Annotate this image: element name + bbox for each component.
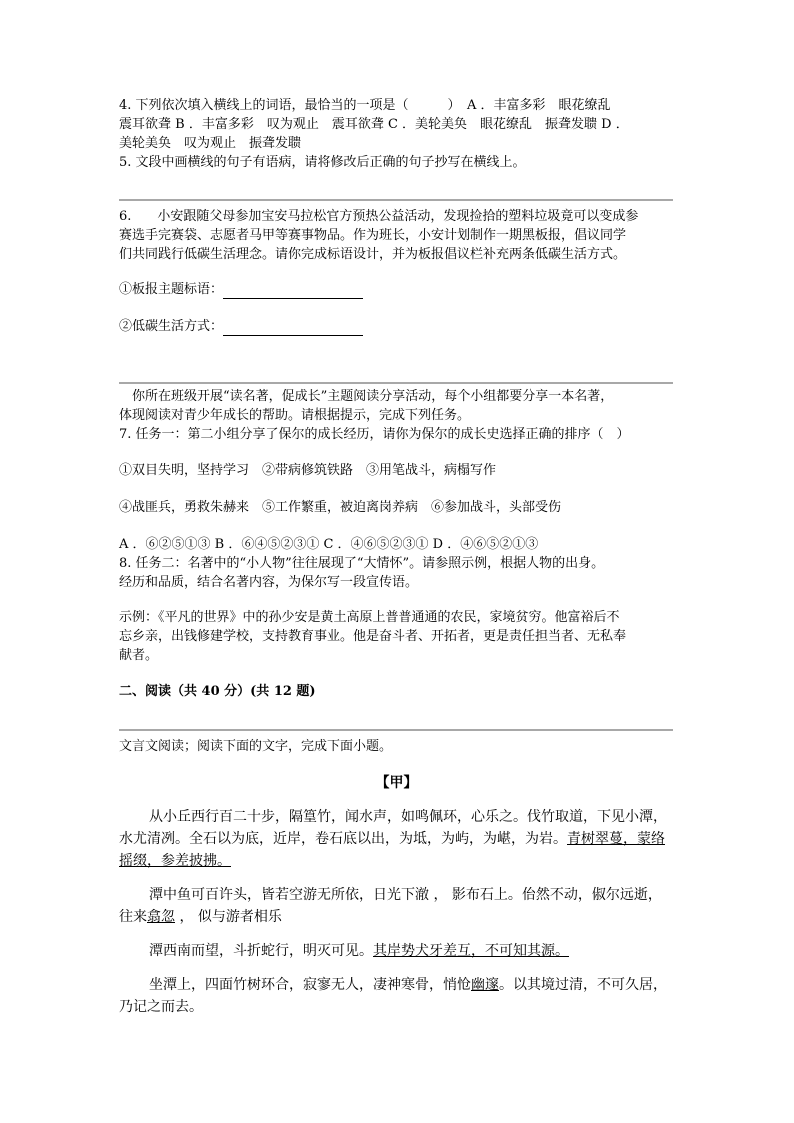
p1-line-1: 从小丘西行百二十步，隔篁竹，闻水声，如鸣佩环，心乐之。伐竹取道，下见小潭，: [149, 809, 667, 825]
lifestyle-row: [119, 317, 674, 336]
question-4: [119, 96, 674, 172]
slogan-row: [119, 280, 674, 299]
p2-underlined-word: 翕忽: [147, 909, 175, 925]
p4-text-a: 坐潭上，四面竹树环合，寂寥无人，凄神寒骨，悄怆: [149, 977, 471, 993]
slogan-label: ①板报主题标语：: [119, 282, 224, 297]
question-6: [119, 207, 674, 264]
divider: [119, 382, 673, 384]
question-7-options: A ．⑥②⑤①③ B ．⑥④⑤②③① C ．④⑥⑤②③① D ．④⑥⑤②①③: [119, 537, 539, 552]
section-2-heading: 二、阅读（共 40 分）(共 12 题): [119, 684, 316, 699]
p1-underlined-phrase-2: 摇缀，参差披拂。: [119, 853, 231, 869]
question-4-line-3: 美轮美奂 叹为观止 振聋发聩: [119, 136, 302, 151]
lifestyle-answer-line[interactable]: [223, 321, 363, 336]
p4-text-b: 。以其境过清，不可久居，: [499, 977, 667, 993]
divider: [119, 199, 673, 201]
question-5: 5. 文段中画横线的句子有语病，请将修改后正确的句子抄写在横线上。: [119, 155, 526, 170]
p2-line-1: 潭中鱼可百许头，皆若空游无所依，日光下澈 ， 影布石上。佁然不动，俶尔远逝，: [149, 887, 662, 903]
passage-title: 【甲】: [375, 775, 418, 791]
slogan-answer-line[interactable]: [223, 284, 363, 299]
example-line-2: 忘乡亲，出钱修建学校，支持教育事业。他是奋斗者、开拓者，更是责任担当者、无私奉: [119, 629, 627, 644]
lifestyle-label: ②低碳生活方式：: [119, 319, 224, 334]
p1-underlined-phrase-1: 青树翠蔓，蒙络: [567, 831, 665, 847]
p3-underlined-sentence: 其岸势犬牙差互，不可知其源。: [373, 943, 569, 959]
p3-text: 潭西南而望，斗折蛇行，明灭可见。: [149, 943, 373, 959]
p2-text-b: ， 似与游者相乐: [175, 909, 282, 925]
p2-text-a: 往来: [119, 909, 147, 925]
divider: [119, 729, 673, 731]
question-8-line-2: 经历和品质，结合名著内容，为保尔写一段宣传语。: [119, 575, 419, 590]
passage-paragraph-4: [119, 974, 674, 1018]
passage-paragraph-3: [119, 940, 674, 962]
activity-line-2: 体现阅读对青少年成长的帮助。请根据提示，完成下列任务。: [119, 408, 471, 423]
p4-underlined-word: 幽邃: [471, 977, 499, 993]
question-7-items-1: ①双目失明，坚持学习 ②带病修筑铁路 ③用笔战斗，病榻写作: [119, 463, 497, 478]
question-8: [119, 535, 674, 592]
example-line-1: 示例：《平凡的世界》中的孙少安是黄土高原上普普通通的农民，家境贫穷。他富裕后不: [119, 610, 620, 625]
example-line-3: 献者。: [119, 648, 159, 663]
reading-activity: [119, 387, 674, 444]
activity-line-1: 你所在班级开展“读名著，促成长”主题阅读分享活动，每个小组都要分享一本名著，: [119, 389, 614, 404]
question-8-line-1: 8. 任务二：名著中的“小人物”往往展现了“大情怀”。请参照示例，根据人物的出身。: [119, 556, 605, 571]
example-text: [119, 608, 674, 665]
passage-paragraph-2: [119, 884, 674, 928]
question-4-line-1: 4. 下列依次填入横线上的词语，最恰当的一项是（ ） A ．丰富多彩 眼花缭乱: [119, 98, 611, 113]
p4-line-2: 乃记之而去。: [119, 999, 203, 1015]
passage-paragraph-1: [119, 806, 674, 872]
question-6-line-2: 赛选手完赛袋、志愿者马甲等赛事物品。作为班长，小安计划制作一期黑板报，倡议同学: [119, 228, 627, 243]
p1-line-2: 水尤清冽。全石以为底，近岸，卷石底以出，为坻，为屿，为嵁，为岩。: [119, 831, 567, 847]
question-6-line-1: 6. 小安跟随父母参加宝安马拉松官方预热公益活动，发现捡拾的塑料垃圾竟可以变成参: [119, 209, 639, 224]
question-7-items-2: ④战匪兵，勇救朱赫来 ⑤工作繁重，被迫离岗养病 ⑥参加战斗，头部受伤: [119, 500, 562, 515]
question-7-prompt: 7. 任务一：第二小组分享了保尔的成长经历，请你为保尔的成长史选择正确的排序（ ）: [119, 427, 630, 442]
question-4-line-2: 震耳欲聋 B ．丰富多彩 叹为观止 震耳欲聋 C ．美轮美奂 眼花缭乱 振聋发聩 D ．: [119, 117, 629, 132]
question-6-line-3: 们共同践行低碳生活理念。请你完成标语设计，并为板报倡议栏补充两条低碳生活方式。: [119, 247, 627, 262]
classical-intro: 文言文阅读；阅读下面的文字，完成下面小题。: [119, 739, 393, 754]
